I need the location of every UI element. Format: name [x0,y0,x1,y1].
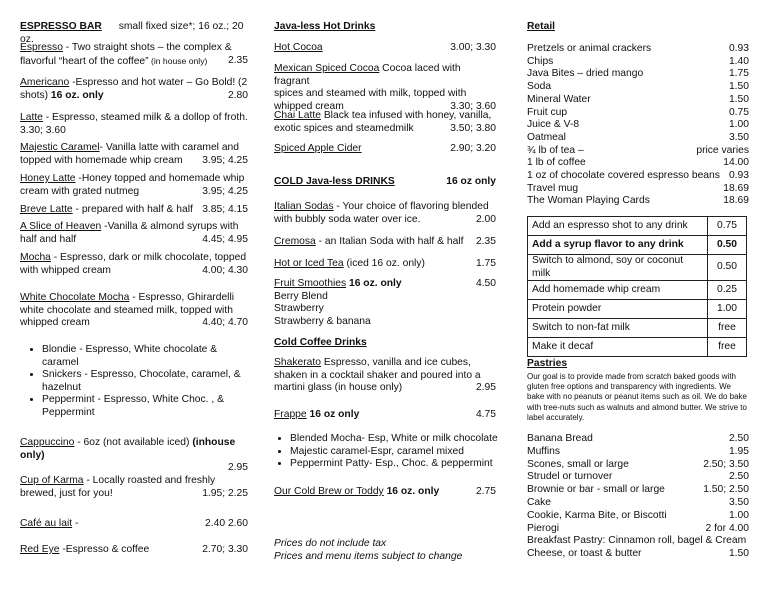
pastries-list [527,433,749,561]
item-note: (inhouse only) [20,437,236,461]
item-desc: - Espresso, Ghirardelli [129,292,235,303]
item-desc: shots) [20,89,49,101]
menu-item-honey-latte [20,173,248,198]
pastries-title: Pastries [527,358,568,369]
item-name: Latte [20,112,43,123]
item-name: Breve Latte [20,204,73,215]
espresso-bar-title: ESPRESSO BAR [20,21,102,32]
tax-note: Prices do not include tax [274,538,387,549]
list-item: Juice & V-8 1.00 [527,119,749,131]
item-name: Frappe [274,409,307,420]
list-item: • Peppermint Patty- Esp., Choc. & peppermint [290,458,506,471]
item-price: 4.45; 4.95 [202,233,248,245]
menu-item-hot-or-iced-tea [274,258,496,271]
menu-item-fruit-smoothies [274,278,496,328]
item-desc: white chocolate and steamed milk, topped with [20,304,233,316]
item-desc: -Honey topped and homemade whip [75,173,245,184]
item-name: Hot or Iced Tea [274,258,344,269]
item-desc: -Espresso & coffee [59,544,150,555]
item-price: 2.00 [475,213,496,225]
item-price: 2.40 2.60 [205,518,248,529]
list-item: The Woman Playing Cards 18.69 [527,195,749,207]
menu-item-majestic-caramel [20,142,248,167]
list-item: 1 oz of chocolate covered espresso beans 0.93 [527,170,749,182]
menu-item-mexican-spiced-cocoa [274,63,496,113]
item-name: Café au lait [20,518,73,529]
item-name: Hot Cocoa [274,42,323,53]
list-item: Strawberry [274,303,324,315]
item-price: 2.90; 3.20 [450,143,496,154]
list-item: Cookie, Karma Bite, or Biscotti 1.00 [527,509,749,521]
list-item: Mineral Water 1.50 [527,93,749,105]
list-item: Strawberry & banana [274,315,371,327]
item-desc: half and half [20,233,77,245]
hot-drinks-title: Java-less Hot Drinks [274,21,376,32]
item-name: Espresso [20,42,63,53]
item-desc: whipped cream [20,317,90,329]
item-desc: (iced 16 oz. only) [343,258,425,269]
item-name: Mocha [20,252,51,263]
item-name: Shakerato [274,357,321,368]
item-desc: - [72,518,79,529]
item-size: 16 oz only [309,409,360,420]
item-size: 16 oz. only [386,486,440,497]
mocha-variants-list [20,344,256,420]
item-desc: -Espresso and hot water – Go Bold! (2 [69,77,248,88]
item-name: Italian Sodas [274,201,334,212]
item-desc: -Vanilla & almond syrups with [101,221,239,232]
item-price: 3.30; 3.60 [450,100,496,112]
list-item: Java Bites – dried mango 1.75 [527,68,749,80]
item-desc: - Espresso, dark or milk chocolate, topped [50,252,247,263]
item-name: Red Eye [20,544,60,555]
list-item: Brownie or bar - small or large 1.50; 2.50 [527,484,749,496]
menu-item-cup-of-karma [20,475,248,500]
list-item: ¾ lb of tea – price varies [527,144,749,156]
menu-item-chai-latte [274,110,496,135]
item-price: 3.50; 3.80 [450,122,496,134]
list-item: Berry Blend [274,290,328,302]
item-desc: with bubbly soda water over ice. [274,213,421,225]
item-size: 16 oz. only [348,278,402,289]
menu-item-red-eye [20,544,248,557]
item-desc: spices and steamed with milk, topped with [274,88,467,100]
menu-item-hot-cocoa [274,42,496,55]
item-name: Majestic Caramel [20,142,100,153]
item-price: 3.95; 4.25 [202,154,248,166]
list-item: Cake 3.50 [527,496,749,508]
menu-item-spiced-apple-cider [274,143,496,156]
list-item: • Blondie - Espresso, White chocolate & caramel [42,344,256,369]
list-item: Banana Bread 2.50 [527,433,749,444]
item-desc: flavorful “heart of the coffee” [20,55,149,67]
list-item: Scones, small or large 2.50; 3.50 [527,458,749,470]
menu-item-cafe-au-lait [20,518,248,531]
table-row: Protein powder 1.00 [528,300,747,319]
item-name: White Chocolate Mocha [20,292,130,303]
item-name: Fruit Smoothies [274,278,347,289]
breakfast-pastry-line: Breakfast Pastry: Cinnamon roll, bagel & Cream [527,535,747,547]
item-note: (in house only) [148,55,208,66]
menu-item-americano [20,77,248,102]
item-desc: - prepared with half & half [72,204,193,215]
list-item: Oatmeal 3.50 [527,131,749,143]
item-price: 4.50 [475,278,496,289]
item-desc: topped with homemade whip cream [20,154,183,166]
price-change-note: Prices and menu items subject to change [274,551,463,562]
item-desc: martini glass (in house only) [274,382,403,394]
item-price: 2.95 [475,382,496,394]
list-item: Fruit cup 0.75 [527,106,749,118]
item-desc: exotic spices and steamedmilk [274,122,414,134]
item-desc: shaken in a cocktail shaker and poured into a [274,369,481,381]
list-item: Muffins 1.95 [527,445,749,457]
item-name: Americano [20,77,70,88]
list-item: • Majestic caramel-Espr, caramel mixed [290,446,506,459]
addons-table [527,216,747,357]
item-desc: - an Italian Soda with half & half [315,236,464,247]
menu-item-white-chocolate-mocha [20,292,248,330]
item-price: 3.00; 3.30 [450,42,496,53]
list-item: Chips 1.40 [527,55,749,67]
menu-item-latte [20,112,248,137]
item-name: Chai Latte [274,110,321,121]
menu-item-cappuccino [20,437,248,475]
item-name: A Slice of Heaven [20,221,102,232]
item-name: Mexican Spiced Cocoa [274,63,380,74]
cold-coffee-title: Cold Coffee Drinks [274,337,367,348]
item-desc: Black tea infused with honey, vanilla, [320,110,492,121]
item-price: 2.70; 3.30 [202,544,248,555]
retail-title: Retail [527,21,556,32]
item-desc: whipped cream [274,100,344,112]
item-name: Cappuccino [20,437,75,448]
list-item: • Peppermint - Espresso, White Choc. , & Peppermint [42,394,256,419]
cold-drinks-header [274,176,496,189]
breakfast-pastry-row: Cheese, or toast & butter 1.50 [527,548,749,560]
item-price: 1.95; 2.25 [202,487,248,499]
menu-item-italian-sodas [274,201,496,226]
menu-item-mocha [20,252,248,277]
item-desc: Cocoa laced with fragrant [274,63,461,87]
item-price: 2.95 [227,462,248,474]
list-item: Pierogi 2 for 4.00 [527,522,749,534]
table-row: Add an espresso shot to any drink 0.75 [528,217,747,236]
menu-item-cremosa [274,236,496,249]
list-item: • Blended Mocha- Esp, White or milk chocolate [290,433,506,446]
item-name: Spiced Apple Cider [274,143,362,154]
table-row: Add homemade whip cream 0.25 [528,281,747,300]
list-item: Pretzels or animal crackers 0.93 [527,43,749,54]
item-price: 4.40; 4.70 [202,317,248,329]
item-name: Cup of Karma [20,475,84,486]
menu-item-slice-of-heaven [20,221,248,246]
menu-item-breve-latte [20,204,248,217]
size-legend: small fixed size*; 16 oz.; 20 oz. [20,21,244,45]
table-row: Switch to non-fat milk free [528,319,747,338]
item-desc: with whipped cream [20,264,111,276]
list-item: 1 lb of coffee 14.00 [527,157,749,169]
item-desc: brewed, just for you! [20,487,113,499]
menu-item-cold-brew [274,486,496,499]
item-desc: - 6oz (not available iced) [74,437,190,448]
item-desc: - Espresso, steamed milk & a dollop of froth. [42,112,248,123]
menu-item-shakerato [274,357,496,395]
item-price: 3.95; 4.25 [202,185,248,197]
menu-item-frappe [274,409,496,422]
item-name: Our Cold Brew or Toddy [274,486,384,497]
item-desc: - Vanilla latte with caramel and [99,142,240,153]
list-item: Travel mug 18.69 [527,182,749,194]
item-name: Honey Latte [20,173,76,184]
item-price: 2.80 [227,89,248,101]
item-price: 2.75 [475,486,496,497]
item-size: 16 oz. only [50,89,104,101]
table-row: Add a syrup flavor to any drink 0.50 [528,236,747,255]
table-row: Make it decaf free [528,338,747,357]
item-price: 3.30; 3.60 [20,124,66,136]
list-item: • Snickers - Espresso, Chocolate, caramel, & hazelnut [42,369,256,394]
item-desc: - Your choice of flavoring blended [333,201,489,212]
item-price: 1.75 [475,258,496,269]
pastries-note: Our goal is to provide made from scratch baked goods with gluten free options and transparency with ingredients. We bake with no peanuts or peanut items such as oil. We do bake with tree-nuts such as walnuts and almond butter. We strive to label accurately. [527,372,747,422]
item-desc: - Two straight shots – the complex & [62,42,232,53]
item-price: 2.35 [227,54,248,66]
table-row: Switch to almond, soy or coconut milk 0.50 [528,255,747,281]
item-desc: cream with grated nutmeg [20,185,140,197]
addons-table-wrap [527,216,749,357]
item-name: Cremosa [274,236,316,247]
retail-list [527,43,749,208]
frappe-variants-list [274,433,506,471]
item-price: 4.75 [475,409,496,420]
item-price: 4.00; 4.30 [202,264,248,276]
list-item: Strudel or turnover 2.50 [527,471,749,483]
item-price: 3.85; 4.15 [202,204,248,215]
list-item: Soda 1.50 [527,81,749,93]
item-price: 2.35 [475,236,496,247]
cold-drinks-title: COLD Java-less DRINKS [274,176,395,187]
item-desc: - Locally roasted and freshly [83,475,216,486]
cold-drinks-size: 16 oz only [446,176,496,187]
item-desc: Espresso, vanilla and ice cubes, [320,357,471,368]
menu-item-espresso [20,42,248,68]
